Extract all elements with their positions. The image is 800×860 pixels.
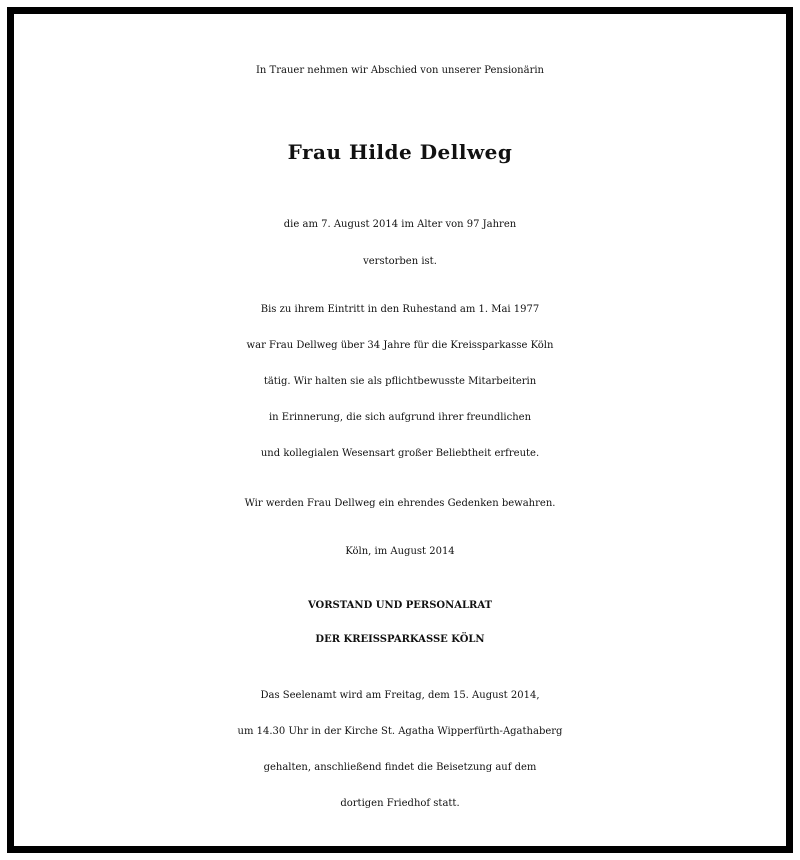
service-line-2: um 14.30 Uhr in der Kirche St. Agatha Wipperfürth-Agathaberg <box>237 726 563 737</box>
intro-line: In Trauer nehmen wir Abschied von unserer Pensionärin <box>255 65 544 76</box>
service-line-3: gehalten, anschließend findet die Beisetzung auf dem <box>263 762 537 773</box>
service-line-1: Das Seelenamt wird am Freitag, dem 15. August 2014, <box>260 690 540 701</box>
place-date: Köln, im August 2014 <box>345 546 455 557</box>
memory-line: Wir werden Frau Dellweg ein ehrendes Gedenken bewahren. <box>244 498 556 509</box>
service-line-4: dortigen Friedhof statt. <box>340 798 460 809</box>
career-line-3: tätig. Wir halten sie als pflichtbewusste Mitarbeiterin <box>263 376 537 387</box>
deceased-name: Frau Hilde Dellweg <box>287 140 513 164</box>
career-line-2: war Frau Dellweg über 34 Jahre für die Kreissparkasse Köln <box>246 340 554 351</box>
career-line-1: Bis zu ihrem Eintritt in den Ruhestand am 1. Mai 1977 <box>260 304 540 315</box>
signature-line-2: DER KREISSPARKASSE KÖLN <box>315 634 485 645</box>
death-line-1: die am 7. August 2014 im Alter von 97 Jahren <box>283 219 517 230</box>
death-line-2: verstorben ist. <box>363 256 437 267</box>
career-line-4: in Erinnerung, die sich aufgrund ihrer freundlichen <box>268 412 532 423</box>
career-line-5: und kollegialen Wesensart großer Beliebtheit erfreute. <box>260 448 540 459</box>
signature-line-1: VORSTAND UND PERSONALRAT <box>307 600 493 611</box>
obituary-notice <box>7 7 793 853</box>
